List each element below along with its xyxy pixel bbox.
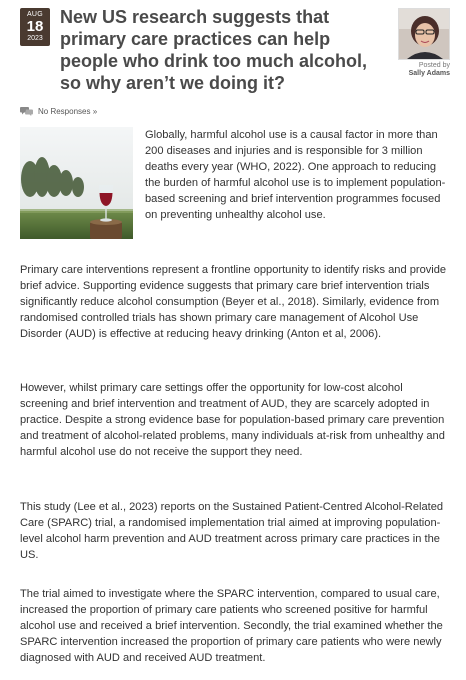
paragraph-2: Primary care interventions represent a frontline opportunity to identify risks and provide brief advice. Supporting evidence suggests that primary care brief intervention trials significantly reduce alcohol consumption (Beyer et al., 2018). Similarly, evidence from randomised controlled trials has shown primary care management of Alcohol Use Disorder (AUD) is effective at reducing heavy drinking (Anton et al, 2006). — [20, 264, 447, 340]
responses-link[interactable] — [20, 106, 97, 116]
paragraph-4: This study (Lee et al., 2023) reports on the Sustained Patient-Centred Alcohol-Related Care (SPARC) trial, a randomised implementation trial aimed at improving population-level alcohol harm prevention and AUD treatment across primary care practices in the US. — [20, 501, 444, 561]
paragraph-1: Globally, harmful alcohol use is a causal factor in more than 200 diseases and injuries and is responsible for 3 million deaths every year (WHO, 2022). One approach to reducing the burden of harmful alcohol use is to implement population-based screening and brief intervention programmes focused on preventing unhealthy alcohol use. — [145, 129, 446, 221]
author-photo — [399, 9, 449, 59]
article-title[interactable]: New US research suggests that primary care practices can help people who drink too much alcohol, so why aren’t we doing it? — [60, 7, 368, 93]
date-day: 18 — [26, 18, 44, 35]
author-avatar[interactable] — [398, 8, 450, 60]
author-name[interactable]: Sally Adams — [408, 70, 450, 77]
paragraph-5: The trial aimed to investigate where the SPARC intervention, compared to usual care, increased the proportion of primary care patients who screened positive for harmful alcohol use and received a brief intervention. Secondly, the trial examined whether the SPARC intervention increased the proportion of primary care patients who were newly diagnosed with AUD and received AUD treatment. — [20, 588, 443, 664]
paragraph-3: However, whilst primary care settings offer the opportunity for low-cost alcohol screening and brief intervention and treatment of AUD, they are scarcely adopted in practice. Despite a strong evidence base for population-based primary care prevention and treatment of alcohol-related problems, many individuals at-risk from unhealthy and harmful alcohol use do not receive the support they need. — [20, 382, 445, 458]
article-image — [20, 127, 133, 239]
author-box — [398, 8, 450, 78]
posted-by-label: Posted by — [418, 62, 450, 69]
speech-bubbles-icon — [20, 106, 34, 116]
date-badge — [20, 8, 50, 46]
wine-glass-image — [20, 127, 133, 239]
date-year: 2023 — [27, 35, 43, 42]
date-month: AUG — [26, 11, 44, 18]
responses-label[interactable]: No Responses » — [38, 106, 98, 116]
